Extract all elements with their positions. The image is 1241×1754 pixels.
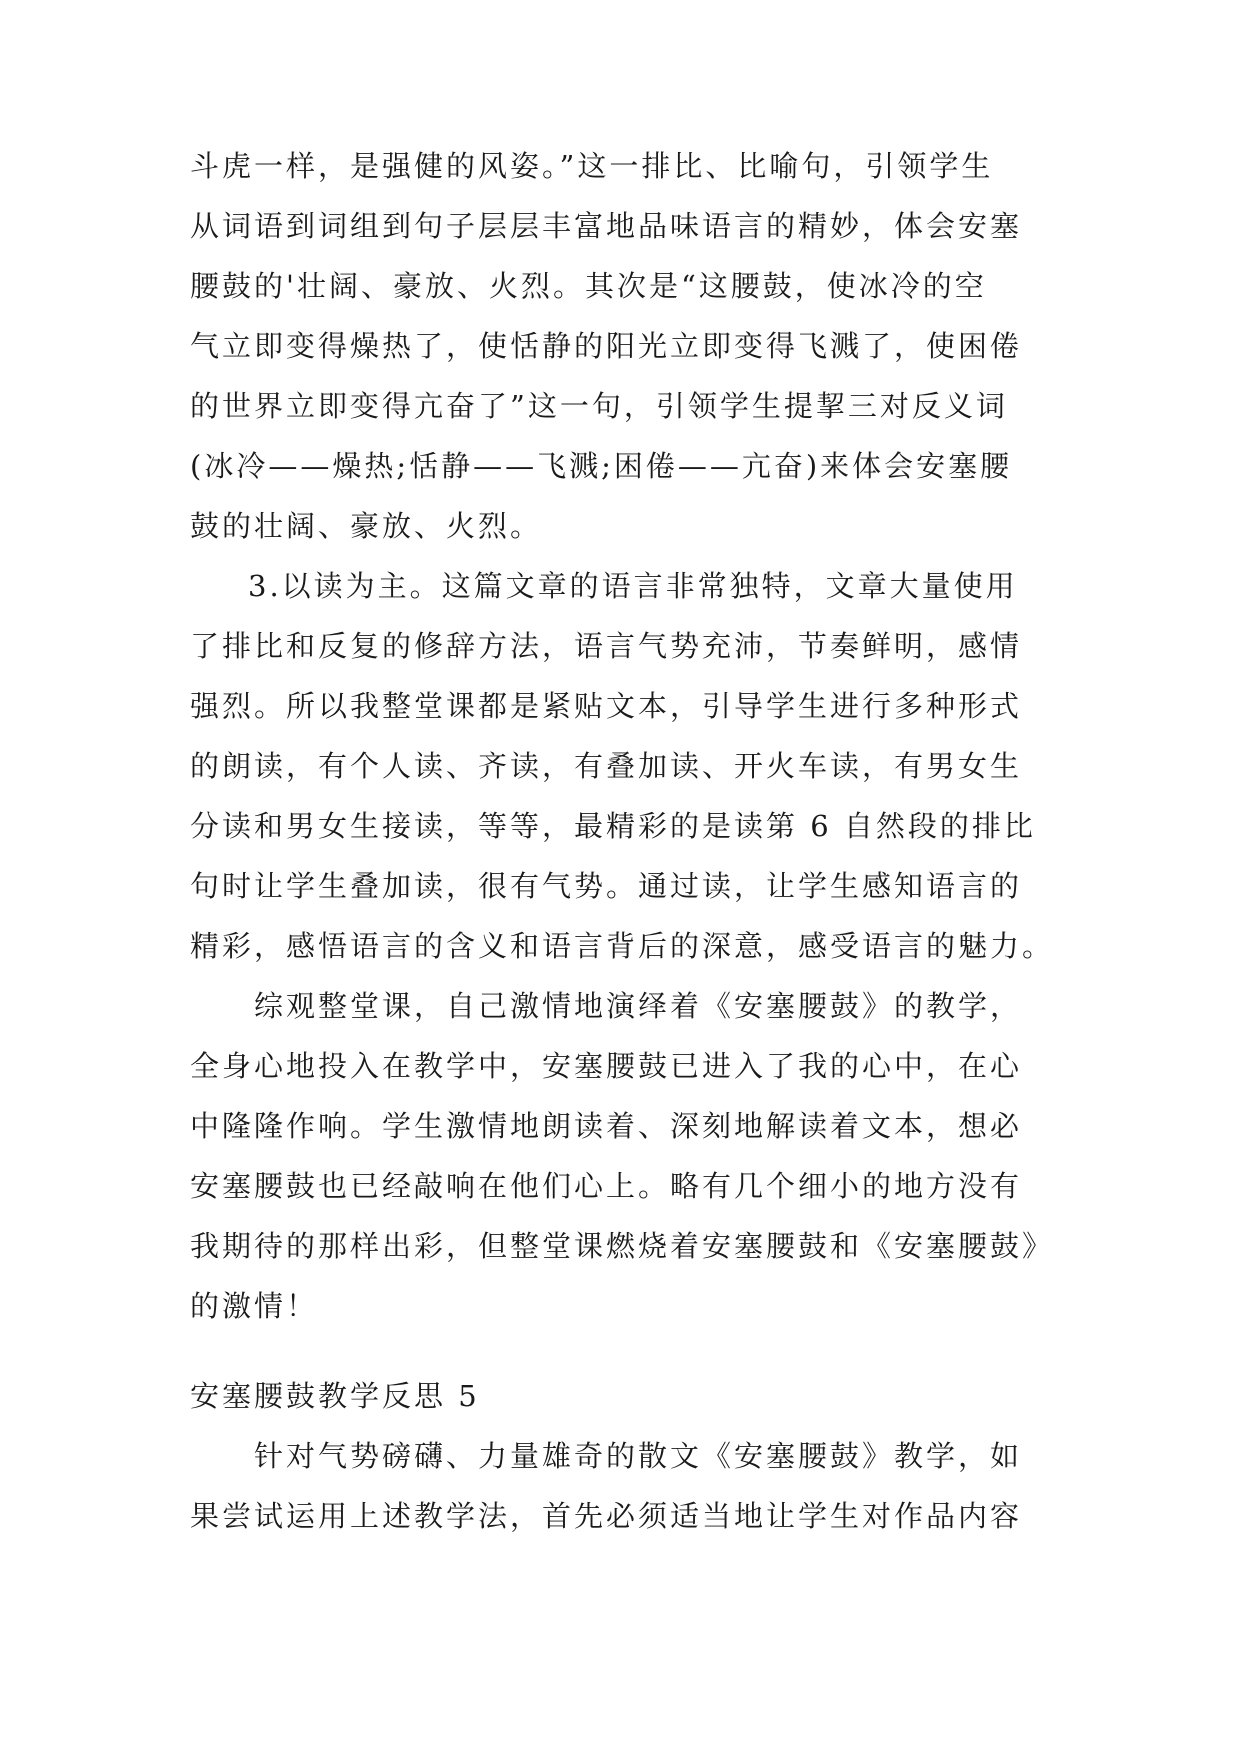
paragraph-line: 了排比和反复的修辞方法，语言气势充沛，节奏鲜明，感情 (190, 629, 1023, 663)
paragraph-line: 精彩，感悟语言的含义和语言背后的深意，感受语言的魅力。 (190, 929, 1055, 963)
paragraph-line: 鼓的壮阔、豪放、火烈。 (190, 509, 543, 543)
paragraph-line: 的世界立即变得亢奋了”这一句，引领学生提挈三对反义词 (190, 389, 1008, 423)
paragraph-first-line: 综观整堂课，自己激情地演绎着《安塞腰鼓》的教学， (254, 989, 1023, 1023)
paragraph-line: 的激情！ (190, 1289, 319, 1323)
paragraph-line: 全身心地投入在教学中，安塞腰鼓已进入了我的心中，在心 (190, 1049, 1023, 1083)
paragraph-line: (冰冷——燥热;恬静——飞溅;困倦——亢奋)来体会安塞腰 (190, 449, 1013, 483)
paragraph-line: 的朗读，有个人读、齐读，有叠加读、开火车读，有男女生 (190, 749, 1023, 783)
paragraph-line: 腰鼓的'壮阔、豪放、火烈。其次是“这腰鼓，使冰冷的空 (190, 269, 987, 303)
paragraph-first-line: 3.以读为主。这篇文章的语言非常独特，文章大量使用 (248, 569, 1018, 603)
paragraph-line: 句时让学生叠加读，很有气势。通过读，让学生感知语言的 (190, 869, 1023, 903)
paragraph-line: 我期待的那样出彩，但整堂课燃烧着安塞腰鼓和《安塞腰鼓》 (190, 1229, 1055, 1263)
paragraph-line: 安塞腰鼓也已经敲响在他们心上。略有几个细小的地方没有 (190, 1169, 1023, 1203)
paragraph-line: 中隆隆作响。学生激情地朗读着、深刻地解读着文本，想必 (190, 1109, 1023, 1143)
continuation-paragraph (190, 136, 1060, 556)
paragraph-first-line: 针对气势磅礴、力量雄奇的散文《安塞腰鼓》教学，如 (254, 1439, 1023, 1473)
paragraph-line: 强烈。所以我整堂课都是紧贴文本，引导学生进行多种形式 (190, 689, 1023, 723)
section5-paragraph (190, 1426, 1060, 1546)
summary-paragraph (190, 976, 1060, 1336)
section-heading: 安塞腰鼓教学反思 5 (190, 1379, 480, 1413)
section-heading-block (190, 1366, 1060, 1426)
paragraph-line: 从词语到词组到句子层层丰富地品味语言的精妙，体会安塞 (190, 209, 1023, 243)
point3-paragraph (190, 556, 1060, 976)
paragraph-line: 果尝试运用上述教学法，首先必须适当地让学生对作品内容 (190, 1499, 1023, 1533)
paragraph-line: 分读和男女生接读，等等，最精彩的是读第 6 自然段的排比 (190, 809, 1036, 843)
paragraph-line: 气立即变得燥热了，使恬静的阳光立即变得飞溅了，使困倦 (190, 329, 1023, 363)
paragraph-line: 斗虎一样，是强健的风姿。”这一排比、比喻句，引领学生 (190, 149, 994, 183)
